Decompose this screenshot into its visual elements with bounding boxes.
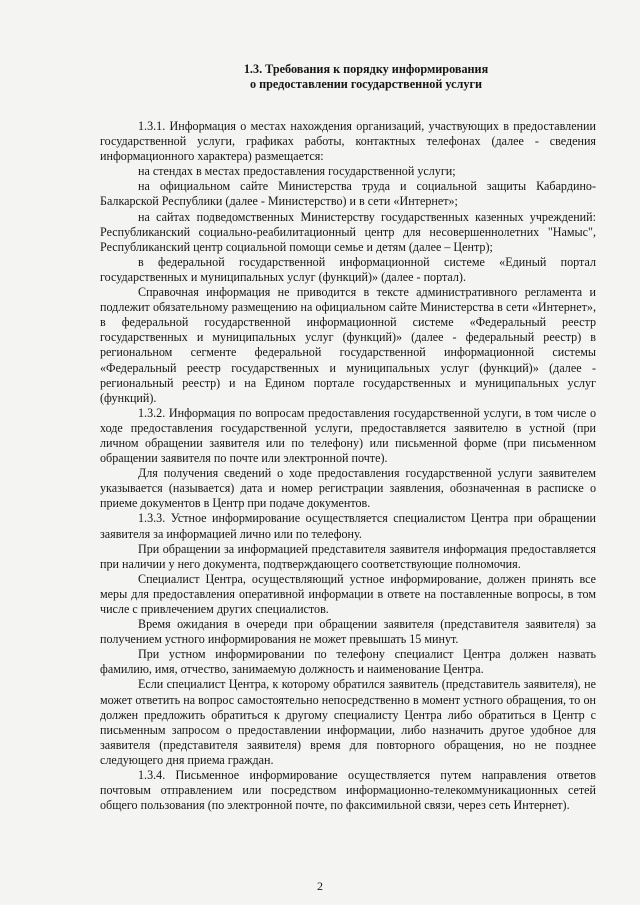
page-number: 2: [317, 879, 323, 893]
section-heading: [0, 62, 640, 92]
paragraph-1-3-1: 1.3.1. Информация о местах нахождения организаций, участвующих в предоставлении государственной услуги, графиках работы, контактных телефонах (далее - сведения информационного характера) размещается:: [100, 119, 596, 164]
paragraph-status-request: Для получения сведений о ходе предоставления государственной услуги заявителем указывается (называется) дата и номер регистрации заявления, обозначенная в расписке о приеме документов в Центр при подаче документов.: [100, 466, 596, 511]
paragraph-institution-sites: на сайтах подведомственных Министерству государственных казенных учреждений: Республиканский социально-реабилитационный центр для несовершеннолетних "Намыс", Республиканский центр социальной помощи семье и детям (далее – Центр);: [100, 209, 596, 254]
paragraph-waiting-time: Время ожидания в очереди при обращении заявителя (представителя заявителя) за получением устного информирования не может превышать 15 минут.: [100, 617, 596, 647]
paragraph-1-3-3: 1.3.3. Устное информирование осуществляется специалистом Центра при обращении заявителя за информацией лично или по телефону.: [100, 511, 596, 541]
paragraph-stands: на стендах в местах предоставления государственной услуги;: [138, 164, 456, 179]
document-body: [100, 119, 596, 813]
paragraph-specialist-duties: Специалист Центра, осуществляющий устное информирование, должен принять все меры для предоставления оперативной информации в ответе на поставленные вопросы, в том числе с привлечением других специалистов.: [100, 571, 596, 616]
paragraph-1-3-4: 1.3.4. Письменное информирование осуществляется путем направления ответов почтовым отправлением или посредством информационно-телекоммуникационных сетей общего пользования (по электронной почте, по факсимильной связи, через сеть Интернет).: [100, 768, 596, 813]
paragraph-1-3-2: 1.3.2. Информация по вопросам предоставления государственной услуги, в том числе о ходе предоставления государственной услуги, предоставляется заявителю в устной (при личном обращении заявителя или по телефону) или письменной форме (при письменном обращении заявителя по почте или электронной почте).: [100, 405, 596, 466]
paragraph-reference-info: Справочная информация не приводится в тексте административного регламента и подлежит обязательному размещению на официальном сайте Министерства в сети «Интернет», в федеральной государственной информационной системе «Федеральный реестр государственных и муниципальных услуг (функций)» (далее - федеральный реестр) в региональном сегменте федеральной государственной информационной системы «Федеральный реестр государственных и муниципальных услуг (функций)» (далее - региональный реестр) и на Едином портале государственных и муниципальных услуг (функций).: [100, 285, 596, 405]
paragraph-representative: При обращении за информацией представителя заявителя информация предоставляется при наличии у него документа, подтверждающего соответствующие полномочия.: [100, 541, 596, 571]
heading-line-1: 1.3. Требования к порядку информирования: [243, 62, 489, 76]
paragraph-portal: в федеральной государственной информационной системе «Единый портал государственных и муниципальных услуг (функций)» (далее - портал).: [100, 254, 596, 284]
paragraph-redirect: Если специалист Центра, к которому обратился заявитель (представитель заявителя), не может ответить на вопрос самостоятельно непосредственно в момент устного обращения, то он должен предложить обратиться к другому специалисту Центра либо обратиться в Центр с письменным запросом о предоставлении информации, либо назначить другое удобное для заявителя (представителя заявителя) время для повторного обращения, но не позднее следующего дня приема граждан.: [100, 677, 596, 767]
paragraph-official-site: на официальном сайте Министерства труда и социальной защиты Кабардино-Балкарской Республики (далее - Министерство) и в сети «Интернет»;: [100, 179, 596, 209]
heading-line-2: о предоставлении государственной услуги: [249, 77, 482, 91]
paragraph-phone-info: При устном информировании по телефону специалист Центра должен назвать фамилию, имя, отчество, занимаемую должность и наименование Центра.: [100, 647, 596, 677]
